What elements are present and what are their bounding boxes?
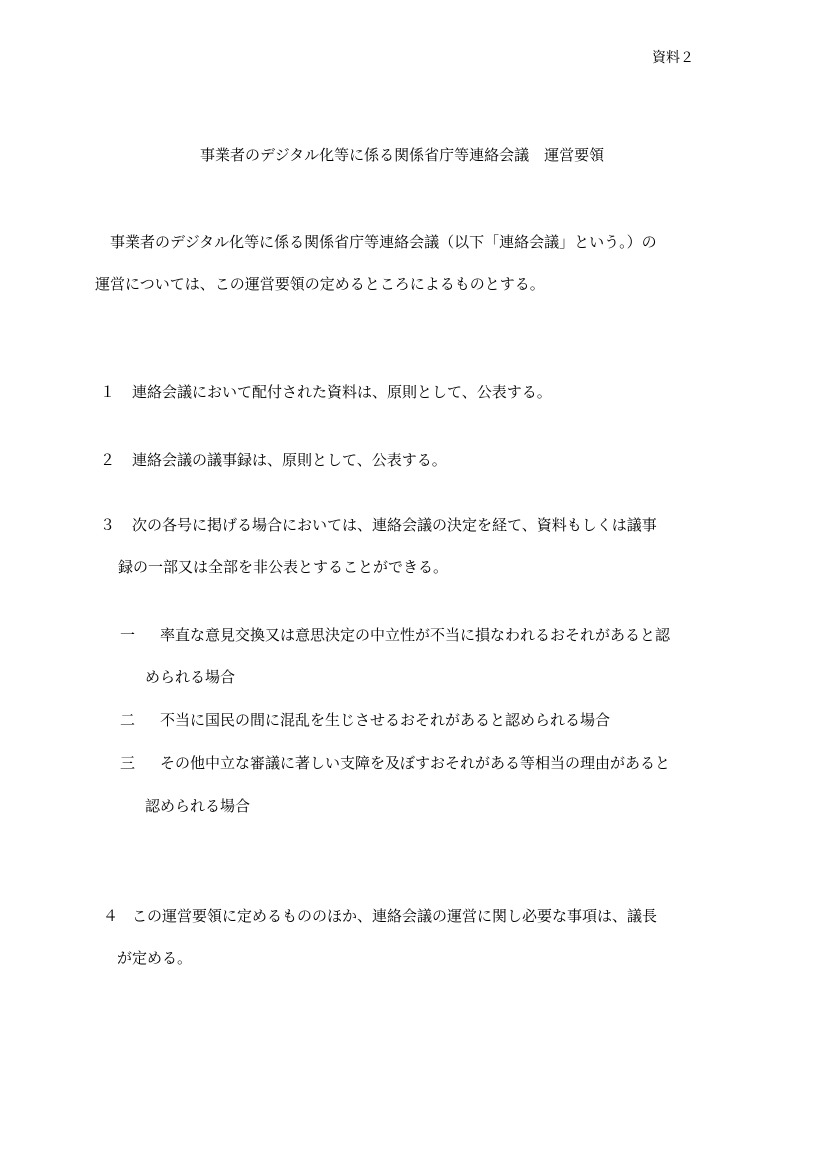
intro-line-1: 事業者のデジタル化等に係る関係省庁等連絡会議（以下「連絡会議」という。）の	[95, 233, 657, 251]
document-title: 事業者のデジタル化等に係る関係省庁等連絡会議 運営要領	[200, 146, 605, 164]
subitem-1-text-line-2: められる場合	[145, 668, 236, 686]
item-3-text-line-2: 録の一部又は全部を非公表とすることができる。	[118, 558, 449, 576]
item-1-text: 連絡会議において配付された資料は、原則として、公表する。	[132, 383, 552, 401]
item-2-text: 連絡会議の議事録は、原則として、公表する。	[132, 451, 447, 469]
item-1-number: １	[100, 383, 116, 401]
subitem-2-text: 不当に国民の間に混乱を生じさせるおそれがあると認められる場合	[160, 711, 611, 729]
item-4-text-line-1: この運営要領に定めるもののほか、連絡会議の運営に関し必要な事項は、議長	[132, 907, 658, 925]
item-2-number: ２	[100, 451, 116, 469]
subitem-2-number: 二	[120, 711, 136, 729]
document-label: 資料２	[652, 50, 694, 66]
subitem-3-text-line-2: 認められる場合	[145, 797, 251, 815]
item-3-text-line-1: 次の各号に掲げる場合においては、連絡会議の決定を経て、資料もしくは議事	[132, 516, 657, 534]
subitem-1-number: 一	[120, 626, 136, 644]
subitem-3-text-line-1: その他中立な審議に著しい支障を及ぼすおそれがある等相当の理由があると	[160, 754, 671, 772]
subitem-1-text-line-1: 率直な意見交換又は意思決定の中立性が不当に損なわれるおそれがあると認	[160, 626, 671, 644]
subitem-3-number: 三	[120, 754, 136, 772]
item-3-number: ３	[100, 516, 116, 534]
item-4-number: ４	[103, 907, 119, 925]
intro-line-2: 運営については、この運営要領の定めるところによるものとする。	[95, 275, 545, 293]
item-4-text-line-2: が定める。	[117, 949, 193, 967]
